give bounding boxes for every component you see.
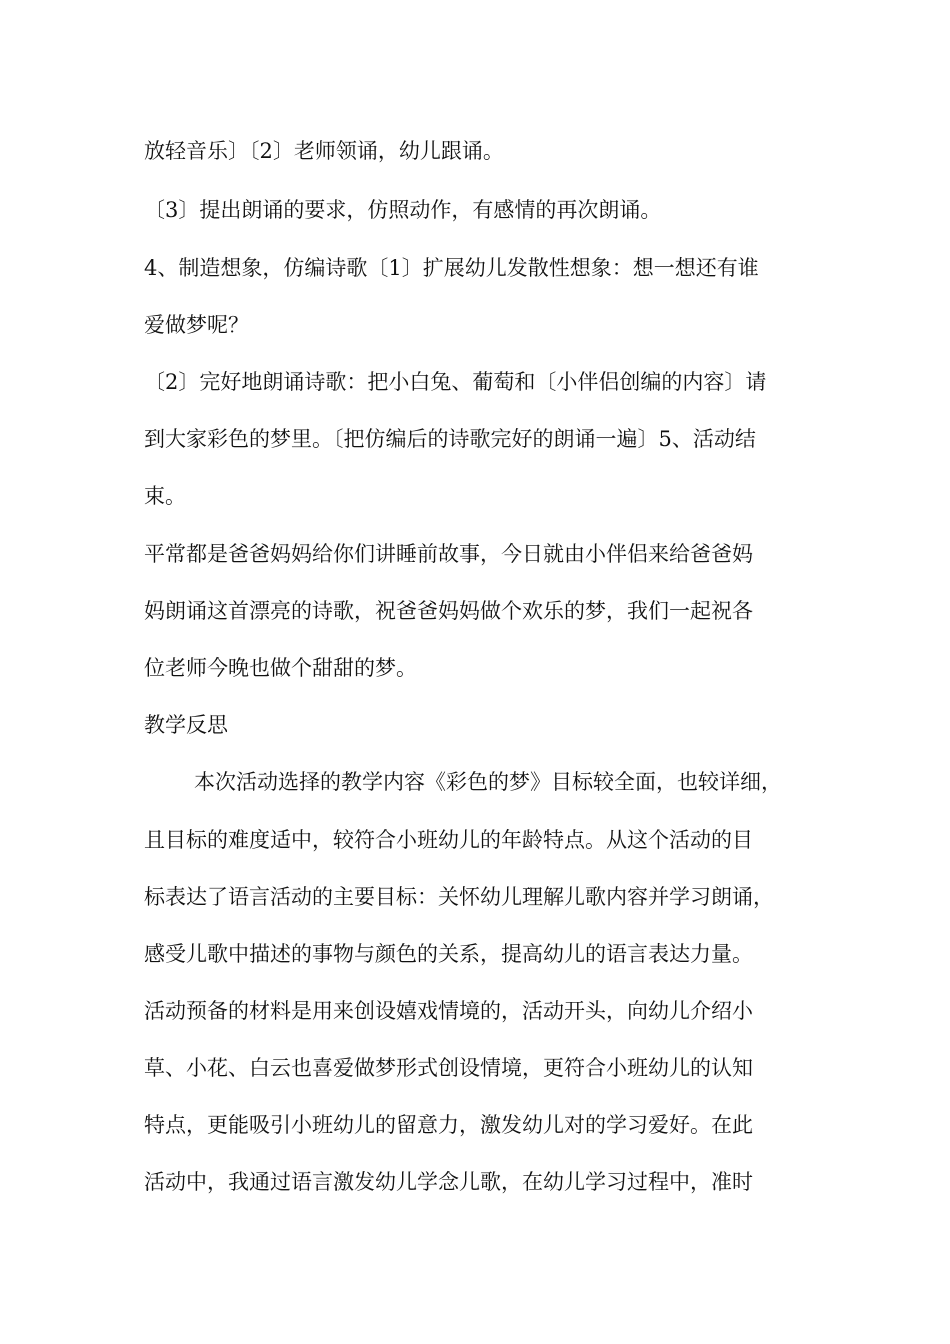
text-line: 〔3〕提出朗诵的要求，仿照动作，有感情的再次朗诵。 — [144, 198, 662, 222]
text-line: 草、小花、白云也喜爱做梦形式创设情境，更符合小班幼儿的认知 — [144, 1056, 753, 1080]
text-line: 活动中，我通过语言激发幼儿学念儿歌，在幼儿学习过程中，准时 — [144, 1170, 753, 1194]
text-line: 束。 — [144, 484, 186, 508]
text-line: 〔2〕完好地朗诵诗歌：把小白兔、葡萄和〔小伴侣创编的内容〕请 — [144, 370, 767, 394]
section-heading: 教学反思 — [144, 713, 228, 737]
text-line: 爱做梦呢？ — [144, 313, 249, 337]
text-line: 特点，更能吸引小班幼儿的留意力，激发幼儿对的学习爱好。在此 — [144, 1113, 753, 1137]
text-line: 位老师今晚也做个甜甜的梦。 — [144, 656, 417, 680]
text-line: 妈朗诵这首漂亮的诗歌，祝爸爸妈妈做个欢乐的梦，我们一起祝各 — [144, 599, 753, 623]
text-line: 感受儿歌中描述的事物与颜色的关系，提高幼儿的语言表达力量。 — [144, 942, 753, 966]
text-line: 4、制造想象，仿编诗歌〔1〕扩展幼儿发散性想象：想一想还有谁 — [144, 256, 759, 280]
text-line: 到大家彩色的梦里。〔把仿编后的诗歌完好的朗诵一遍〕5、活动结 — [144, 427, 756, 451]
text-line: 标表达了语言活动的主要目标：关怀幼儿理解儿歌内容并学习朗诵， — [144, 885, 774, 909]
text-line: 活动预备的材料是用来创设嬉戏情境的，活动开头，向幼儿介绍小 — [144, 999, 753, 1023]
text-line: 放轻音乐〕〔2〕老师领诵，幼儿跟诵。 — [144, 139, 504, 163]
text-line: 且目标的难度适中，较符合小班幼儿的年龄特点。从这个活动的目 — [144, 828, 753, 852]
text-line: 本次活动选择的教学内容《彩色的梦》目标较全面，也较详细， — [194, 770, 782, 794]
text-line: 平常都是爸爸妈妈给你们讲睡前故事，今日就由小伴侣来给爸爸妈 — [144, 542, 753, 566]
